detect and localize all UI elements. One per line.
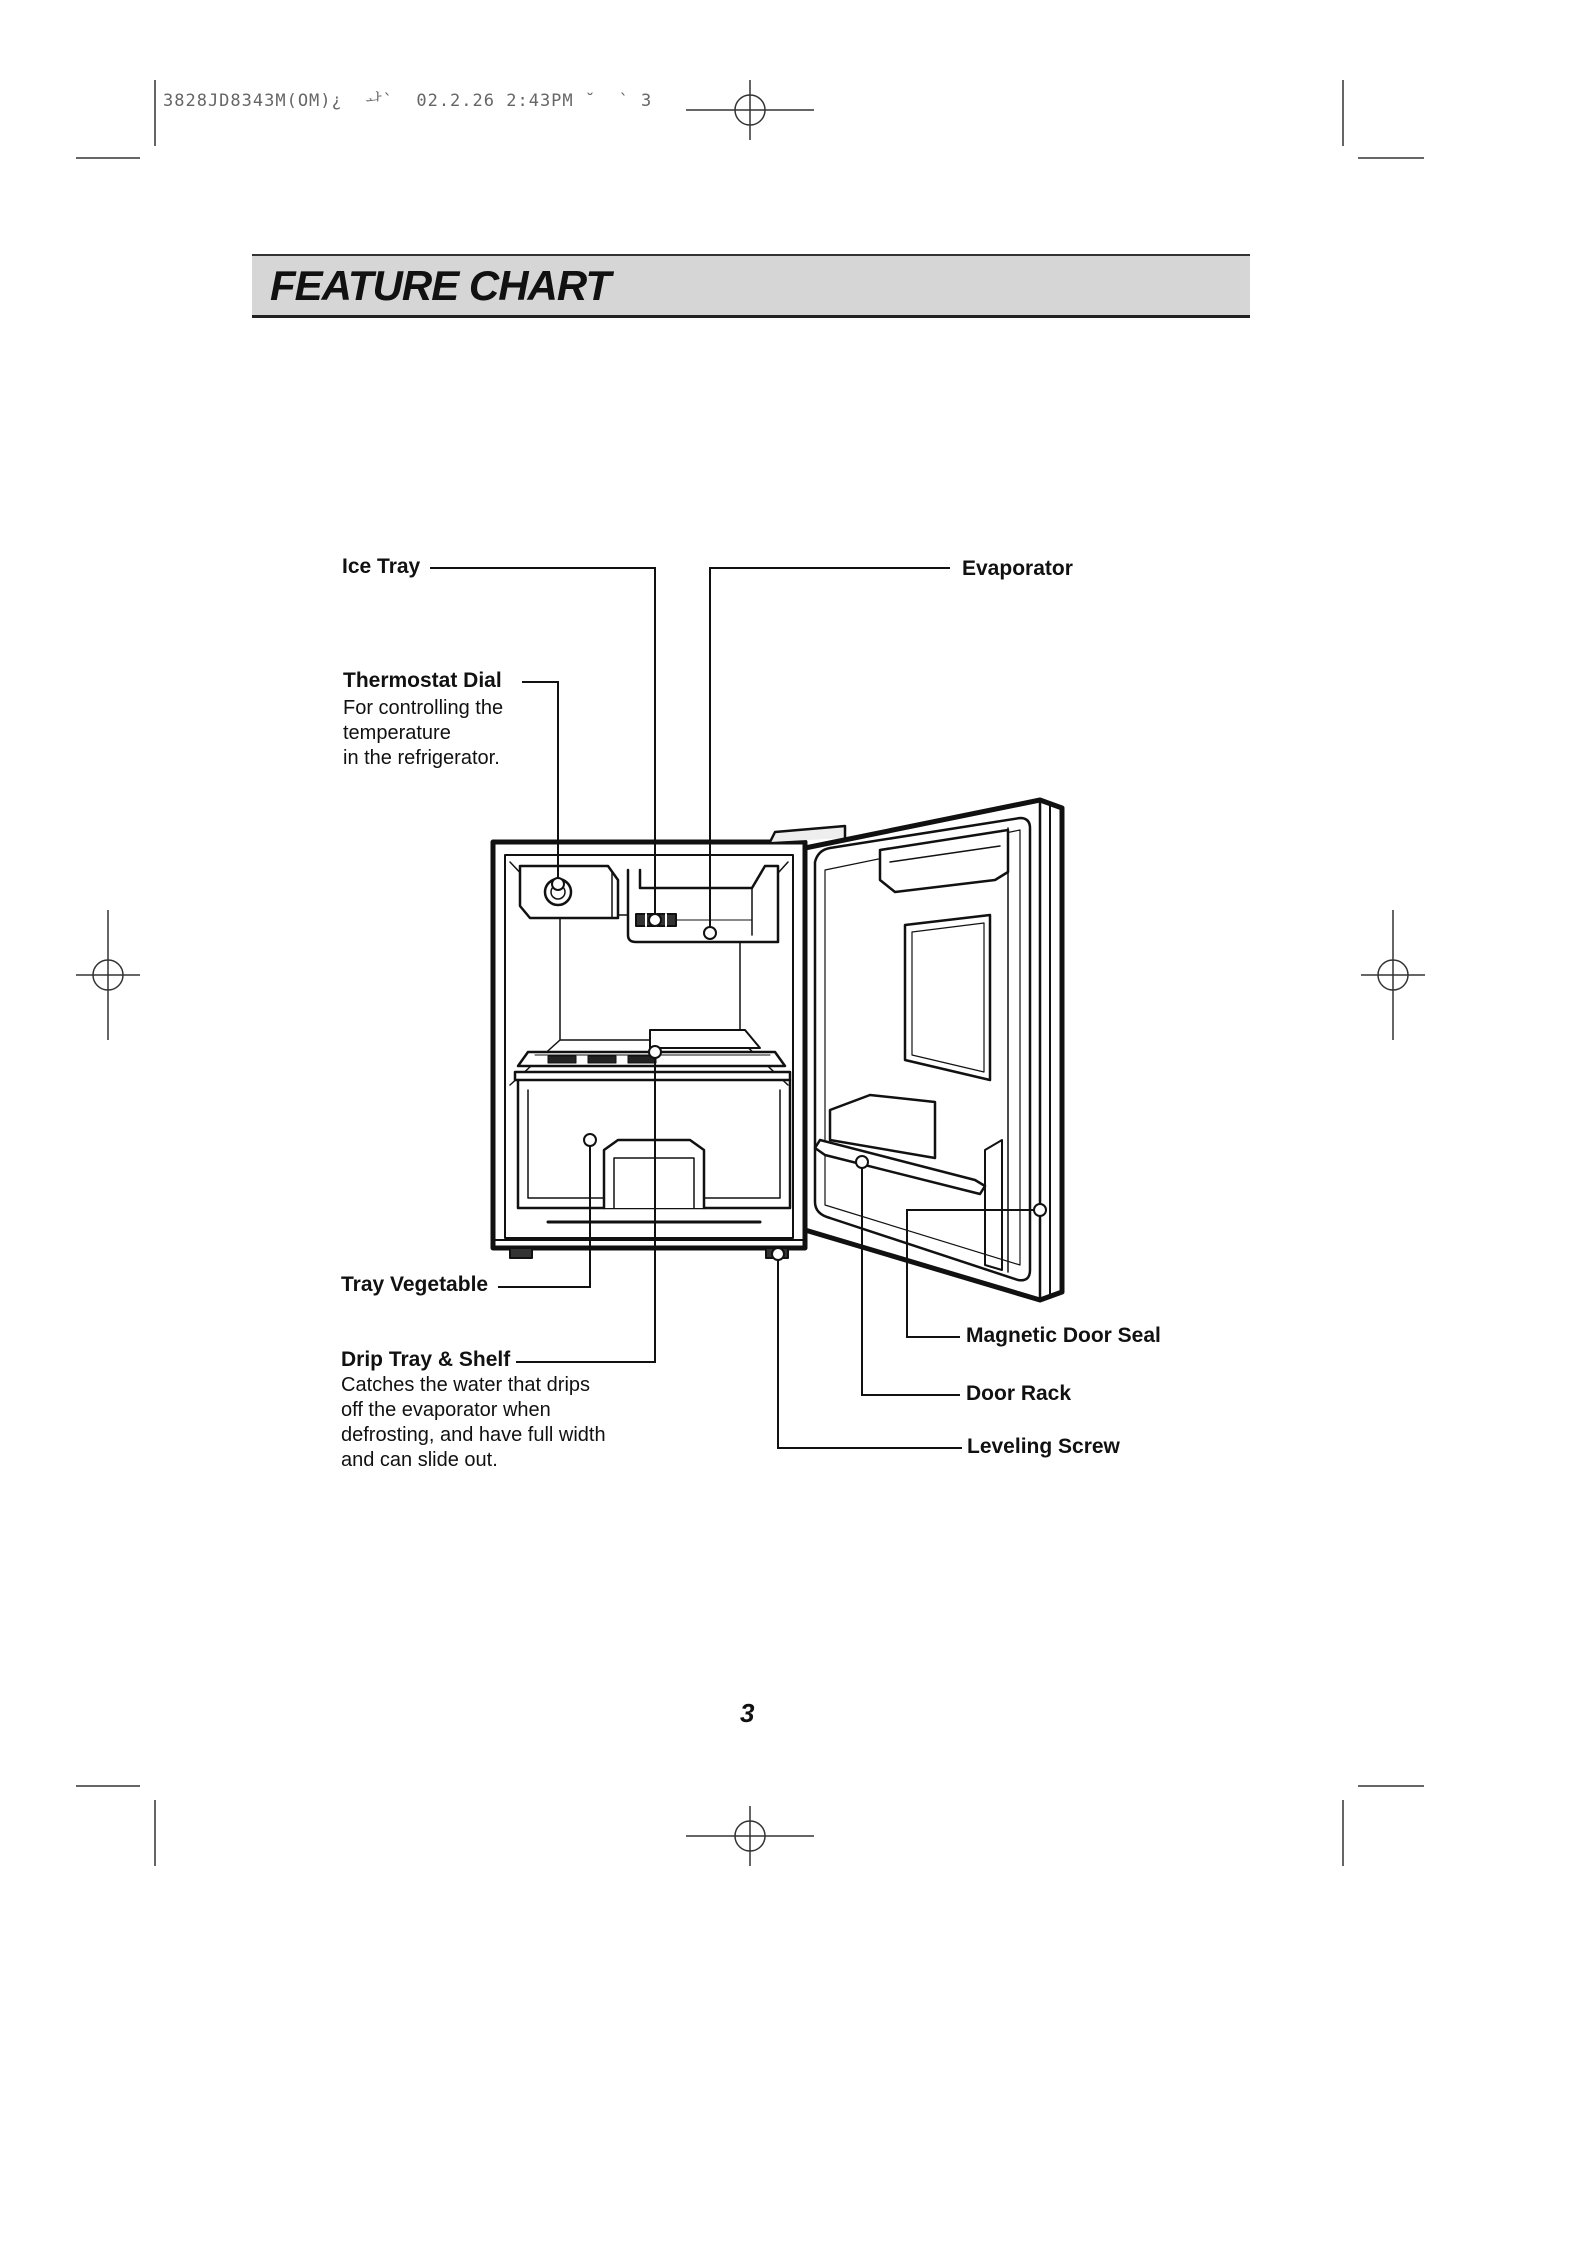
page-title: FEATURE CHART (270, 262, 611, 309)
label-thermostat-dial: Thermostat Dial (343, 669, 502, 692)
label-leveling-screw: Leveling Screw (967, 1435, 1120, 1458)
label-evaporator: Evaporator (962, 557, 1073, 580)
label-ice-tray: Ice Tray (342, 555, 421, 578)
callout-dot-leveling-screw (772, 1248, 784, 1260)
callout-dot-magnetic-door-seal (1034, 1204, 1046, 1216)
callout-line-leveling-screw (778, 1254, 962, 1448)
desc-drip-tray-shelf: Catches the water that drips off the evaporator when defrosting, and have full width and can slide out. (341, 1374, 606, 1471)
callout-dot-tray-vegetable (584, 1134, 596, 1146)
label-door-rack: Door Rack (966, 1382, 1072, 1405)
label-drip-tray-shelf: Drip Tray & Shelf (341, 1348, 511, 1371)
label-magnetic-door-seal: Magnetic Door Seal (966, 1324, 1161, 1347)
page-number: 3 (740, 1698, 755, 1728)
desc-thermostat-dial: For controlling the temperature in the refrigerator. (343, 697, 504, 769)
callout-dot-drip-tray (649, 1046, 661, 1058)
callout-dot-thermostat (552, 878, 564, 890)
print-header: 3828JD8343M(OM)¿ ᅪ` 02.2.26 2:43PM ˘ ` 3 (163, 91, 653, 111)
callout-dot-door-rack (856, 1156, 868, 1168)
callout-dot-evaporator (704, 927, 716, 939)
callout-dot-ice-tray (649, 914, 661, 926)
label-tray-vegetable: Tray Vegetable (341, 1273, 489, 1296)
